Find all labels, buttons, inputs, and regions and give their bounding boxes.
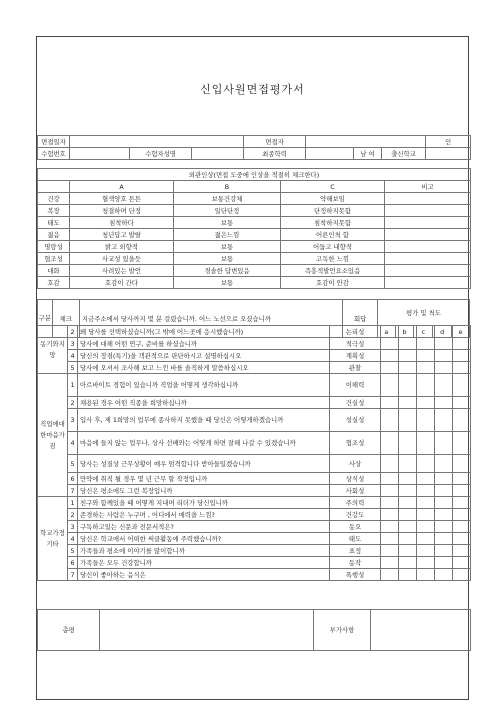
score-cell[interactable] [417,350,435,362]
option-b[interactable]: 보통 [174,277,281,289]
option-a[interactable]: 밝고 외향적 [70,241,174,253]
appearance-row [38,193,471,205]
option-c[interactable]: 고독한 느낌 [281,253,385,265]
appearance-row [38,265,471,277]
question-text: 지금주소에서 당사까지 몇 분 걸렸습니까. 어느 노선으로 오셨습니까 [79,300,343,338]
option-b[interactable]: 경솔한 답변있음 [174,265,281,277]
question-text: 입사 후, 제 1희망의 업무에 종사하지 못했을 때 당신은 어떻게하겠습니까 [78,409,330,432]
score-cell[interactable] [435,432,453,455]
score-cell[interactable] [435,350,453,362]
score-cell[interactable] [399,569,417,581]
score-cell[interactable] [381,397,399,409]
seal-label: 인 [426,136,471,148]
row-label: 건강 [38,193,70,205]
score-cell[interactable] [381,350,399,362]
check-header: 체크 [52,300,79,338]
score-cell[interactable] [381,533,399,545]
criterion: 협조성 [330,432,381,455]
score-cell[interactable] [381,374,399,397]
option-c[interactable]: 호감이 안감 [281,277,385,289]
score-cell[interactable] [453,509,471,521]
row-label: 명랑성 [38,241,70,253]
row-label: 복장 [38,205,70,217]
option-c[interactable]: 약해보임 [281,193,385,205]
evaluation-sheet [36,36,469,700]
score-cell[interactable] [435,362,453,374]
option-b[interactable]: 보통 [174,217,281,229]
option-a[interactable]: 침착하다 [70,217,174,229]
score-cell[interactable] [417,473,435,485]
question-text: 친구와 함께있을 때 어떻게 지내며 리더가 당신입니까 [78,497,330,509]
footer-table [37,609,471,651]
notes-label: 부가사항 [314,610,371,651]
item-no: 3 [68,521,78,533]
item-no: 1 [68,497,78,509]
score-cell[interactable] [381,569,399,581]
score-cell[interactable] [399,374,417,397]
score-cell[interactable] [435,569,453,581]
remarks-field[interactable] [385,277,471,289]
item-no: 2 [68,397,78,409]
item-no: 4 [68,432,78,455]
group-label-school-family: 학교가정기타 [38,497,68,581]
option-b[interactable]: 젊은느낌 [174,229,281,241]
option-a[interactable]: 사교성 있을듯 [70,253,174,265]
score-cell[interactable] [417,557,435,569]
score-cell[interactable] [399,326,417,338]
interviewer-field[interactable] [306,136,426,148]
row-label: 호감 [38,277,70,289]
notes-field[interactable] [371,610,471,651]
score-cell[interactable] [417,409,435,432]
applicant-info-table [37,135,471,160]
question-text: 당신이 좋아하는 음식은 [78,569,330,581]
remarks-header: 비고 [385,181,471,193]
name-label: 수험자성명 [130,148,192,160]
score-cell[interactable] [417,397,435,409]
question-text: 당신은 평소에도 그런 복장입니까 [78,485,330,497]
score-cell[interactable] [399,557,417,569]
question-text: 당신의 장점(특기)을 객관적으로 판단하시고 설명하십시오 [78,350,330,362]
exam-no-label: 수험번호 [38,148,70,160]
group-label-job-attitude: 직업에대한마음가짐 [38,374,68,497]
remarks-field[interactable] [385,205,471,217]
item-no: 3 [68,338,78,350]
score-cell[interactable] [417,326,435,338]
option-a[interactable]: 혈색양호 튼튼 [70,193,174,205]
score-cell[interactable] [453,473,471,485]
score-cell[interactable] [435,533,453,545]
option-a[interactable]: 청년답고 발랄 [70,229,174,241]
school-label: 출신학교 [382,148,426,160]
option-b[interactable]: 보통 [174,253,281,265]
option-b[interactable]: 보통 [174,241,281,253]
answer-header: 회답 [343,300,378,338]
criterion: 이해력 [330,374,381,397]
scale-b: b [395,326,414,338]
score-cell[interactable] [381,409,399,432]
criterion: 논리성 [330,326,381,338]
question-text: 가족들은 모두 건강합니까 [78,557,330,569]
score-cell[interactable] [417,509,435,521]
criterion: 건실성 [330,397,381,409]
score-cell[interactable] [435,455,453,473]
row-label: 대화 [38,265,70,277]
score-cell[interactable] [435,374,453,397]
score-cell[interactable] [381,485,399,497]
date-field[interactable] [70,136,244,148]
score-cell[interactable] [399,409,417,432]
criterion: 동작 [330,557,381,569]
score-cell[interactable] [453,409,471,432]
criterion: 상식성 [330,473,381,485]
score-cell[interactable] [417,497,435,509]
score-cell[interactable] [453,569,471,581]
option-b[interactable]: 보통건강체 [174,193,281,205]
score-cell[interactable] [453,521,471,533]
score-cell[interactable] [435,509,453,521]
score-cell[interactable] [453,362,471,374]
scale-d: d [433,326,452,338]
question-text: 당사에 오셔서 조사해 보고 느낀 바를 솔직하게 말씀하십시오 [78,362,330,374]
appearance-row [38,277,471,289]
appearance-table [37,168,471,289]
gender-label[interactable]: 남 여 [354,148,382,160]
scale-e: e [452,326,470,338]
score-cell[interactable] [399,521,417,533]
interviewer-label: 면접자 [244,136,306,148]
score-cell[interactable] [453,557,471,569]
score-cell[interactable] [453,432,471,455]
remarks-field[interactable] [385,241,471,253]
page-title: 신입사원면접평가서 [200,83,305,96]
question-text: 존경하는 사람은 누구며 , 어디에서 매력을 느낌? [78,509,330,521]
score-cell[interactable] [381,432,399,455]
option-c[interactable]: 단정하지못함 [281,205,385,217]
score-cell[interactable] [435,485,453,497]
row-label: 태도 [38,217,70,229]
criterion: 건강도 [330,509,381,521]
score-cell[interactable] [417,485,435,497]
option-a[interactable]: 청결하며 단정 [70,205,174,217]
remarks-field[interactable] [385,229,471,241]
item-no: 3 [68,409,78,432]
appearance-row [38,205,471,217]
score-cell[interactable] [435,557,453,569]
score-cell[interactable] [435,521,453,533]
score-cell[interactable] [417,338,435,350]
score-cell[interactable] [399,545,417,557]
score-cell[interactable] [399,509,417,521]
score-cell[interactable] [435,338,453,350]
score-cell[interactable] [399,533,417,545]
appearance-row [38,241,471,253]
score-cell[interactable] [417,374,435,397]
criterion: 태도 [330,533,381,545]
summary-label: 총평 [38,610,100,651]
appearance-corner [38,181,70,193]
item-no: 6 [68,473,78,485]
question-text: 가족들과 평소에 이야기를 많이합니까 [78,545,330,557]
row-label: 젊음 [38,229,70,241]
item-no: 2 [68,326,78,338]
score-cell[interactable] [381,509,399,521]
item-no: 4 [68,350,78,362]
score-cell[interactable] [453,455,471,473]
option-b[interactable]: 일단단정 [174,205,281,217]
item-no: 6 [68,557,78,569]
score-cell[interactable] [435,326,453,338]
score-cell[interactable] [453,497,471,509]
score-cell[interactable] [417,533,435,545]
appearance-row [38,253,471,265]
score-cell[interactable] [381,473,399,485]
score-cell[interactable] [381,455,399,473]
name-field[interactable] [192,148,244,160]
option-c[interactable]: 어둡고 내향적 [281,241,385,253]
appearance-title: 외관인상(면접 도중에 인상을 적절히 체크한다) [38,169,471,181]
option-c[interactable]: 어른인척 함 [281,229,385,241]
score-cell[interactable] [381,326,399,338]
scale-c: c [414,326,433,338]
score-cell[interactable] [435,409,453,432]
criterion: 표정 [330,545,381,557]
item-no: 1 [68,374,78,397]
item-no: 2 [68,509,78,521]
item-no: 5 [68,545,78,557]
option-c[interactable]: 즉흥적발언요소있음 [281,265,385,277]
score-cell[interactable] [399,362,417,374]
appearance-row [38,217,471,229]
school-field[interactable] [426,148,471,160]
score-cell[interactable] [435,473,453,485]
score-cell[interactable] [417,432,435,455]
criterion: 성실성 [330,409,381,432]
score-cell[interactable] [381,557,399,569]
item-no: 5 [68,455,78,473]
score-cell[interactable] [417,569,435,581]
option-a[interactable]: 사려있는 발언 [70,265,174,277]
score-cell[interactable] [381,338,399,350]
score-cell[interactable] [417,362,435,374]
remarks-field[interactable] [385,193,471,205]
question-text: 당신은 학교에서 어떠한 써클활동에 주력했습니까? [78,533,330,545]
criterion: 사상 [330,455,381,473]
summary-field[interactable] [100,610,314,651]
score-cell[interactable] [435,545,453,557]
option-c[interactable]: 침착하지못함 [281,217,385,229]
score-cell[interactable] [399,497,417,509]
question-text: 구독하고있는 신문과 전문서적은? [78,521,330,533]
score-cell[interactable] [453,338,471,350]
remarks-field[interactable] [385,253,471,265]
criterion: 주의력 [330,497,381,509]
question-text: 채용된 경우 어떤 직종을 희망하십니까 [78,397,330,409]
item-no: 7 [68,569,78,581]
score-cell[interactable] [399,397,417,409]
column-b-header: B [174,181,281,193]
column-c-header: C [281,181,385,193]
score-cell[interactable] [399,338,417,350]
education-field[interactable] [306,148,354,160]
criterion: 폭행성 [330,569,381,581]
option-a[interactable]: 호감이 간다 [70,277,174,289]
score-cell[interactable] [453,545,471,557]
score-cell[interactable] [399,485,417,497]
score-cell[interactable] [435,497,453,509]
question-text: 당사는 성질상 근무상황이 매우 엄격합니다 받아들일겠습니까 [78,455,330,473]
group-label-motivation: 동기와지망 [38,326,68,374]
item-no: 5 [68,362,78,374]
score-cell[interactable] [453,485,471,497]
question-text: 아르바이트 경험이 있습니까 직업을 어떻게 생각하십니까 [78,374,330,397]
score-cell[interactable] [435,397,453,409]
date-label: 면접일자 [38,136,70,148]
criterion: 관찰 [330,362,381,374]
criterion: 사회성 [330,485,381,497]
score-cell[interactable] [381,521,399,533]
row-label: 협조성 [38,253,70,265]
score-cell[interactable] [417,455,435,473]
item-no: 4 [68,533,78,545]
rating-header: 평가 및 척도 [377,300,469,326]
education-label: 최종학력 [244,148,306,160]
question-text: 마음에 들지 않는 업무나, 상사 선배와는 어떻게 하면 잘해 나갈 수 있겠습니까 [78,432,330,455]
score-cell[interactable] [381,362,399,374]
score-cell[interactable] [453,397,471,409]
score-cell[interactable] [399,455,417,473]
score-cell[interactable] [399,350,417,362]
score-cell[interactable] [399,432,417,455]
category-header: 구분 [38,300,53,338]
criterion: 동오 [330,521,381,533]
score-cell[interactable] [417,521,435,533]
question-text: 만약에 취직 될 경우 몇 년 근무 할 작정입니까 [78,473,330,485]
column-a-header: A [70,181,174,193]
score-cell[interactable] [381,545,399,557]
score-cell[interactable] [453,374,471,397]
question-body-table [37,325,471,581]
remarks-field[interactable] [385,217,471,229]
criterion: 계획성 [330,350,381,362]
appearance-row [38,229,471,241]
score-cell[interactable] [453,350,471,362]
question-text: 당사에 대해 어떤 연구, 준비를 하셨습니까 [78,338,330,350]
exam-no-field[interactable] [70,148,130,160]
score-cell[interactable] [381,497,399,509]
criterion: 적극성 [330,338,381,350]
score-cell[interactable] [453,533,471,545]
remarks-field[interactable] [385,265,471,277]
score-cell[interactable] [453,326,471,338]
score-cell[interactable] [417,545,435,557]
question-text: 왜 당사를 선택하셨습니까(그 밖에 어느곳에 응시했습니까) [78,326,330,338]
score-cell[interactable] [399,473,417,485]
item-no: 7 [68,485,78,497]
scale-a: a [377,326,395,338]
